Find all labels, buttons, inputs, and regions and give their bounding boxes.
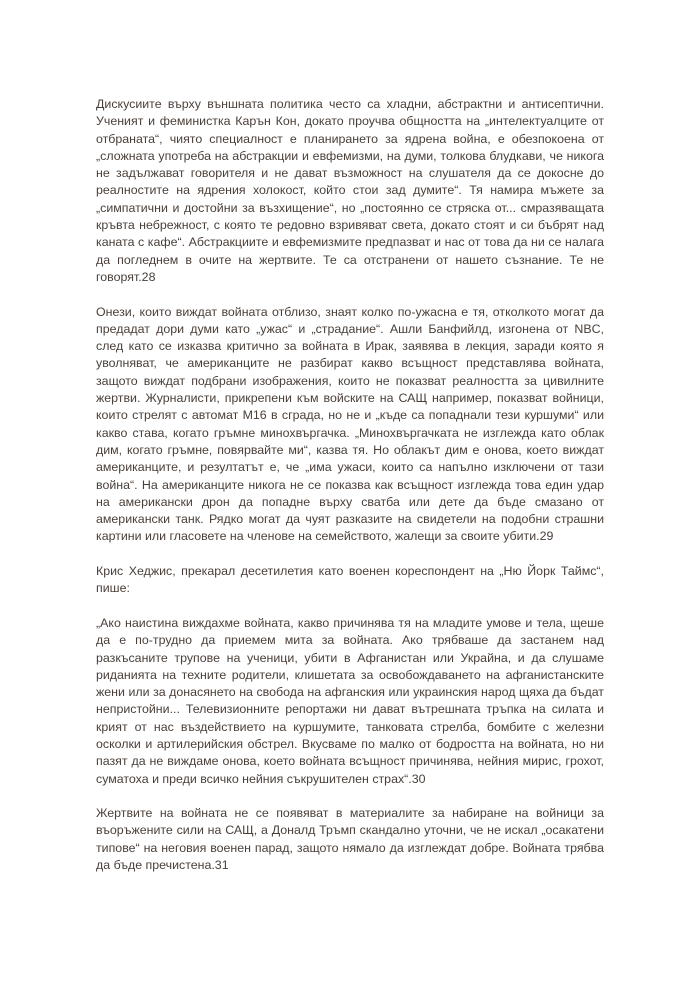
document-page (96, 96, 604, 874)
paragraph-5: Жертвите на войната не се появяват в материалите за набиране на войници за въоръжените сили на САЩ, а Доналд Тръмп скандално уточни, че не искал „осакатени типове“ на неговия военен парад, защото нямало да изглеждат добре. Войната трябва да бъде пречистена.31 (96, 806, 604, 873)
paragraph-1: Дискусиите върху външната политика често са хладни, абстрактни и антисептични. Ученият и феминистка Карън Кон, докато проучва общността на „интелектуалците от отбраната“, чиято специалност е планирането за ядрена война, е обезпокоена от „сложната употреба на абстракции и евфемизми, на думи, толкова блудкави, че никога не задължават говорителя и не дават възможност на слушателя да се докосне до реалностите на ядрения холокост, който стои зад думите“. Тя намира мъжете за „симпатични и достойни за възхищение“, но „постоянно се стряска от... смразяващата кръвта небрежност, с която те редовно взривяват света, докато стоят и си бъбрят над каната с кафе“. Абстракциите и евфемизмите предпазват и нас от това да ни се налага да погледнем в очите на жертвите. Те са отстранени от нашето съзнание. Те не говорят.28 (96, 97, 604, 284)
paragraph-2: Онези, които виждат войната отблизо, знаят колко по-ужасна е тя, отколкото могат да предадат дори думи като „ужас“ и „страдание“. Ашли Банфийлд, изгонена от NBC, след като се изказва критично за войната в Ирак, заявява в лекция, заради която я уволняват, че американците не разбират какво всъщност представлява войната, защото виждат подбрани изображения, които не показват реалността за цивилните жертви. Журналисти, прикрепени към войските на САЩ например, показват войници, които стрелят с автомат M16 в сграда, но не и „къде са попаднали тези куршуми“ или какво става, когато гръмне минохвъргачка. „Минохвъргачката не изглежда като облак дим, когато гръмне, повярвайте ми“, казва тя. Но облакът дим е онова, което виждат американците, и резултатът е, че „има ужаси, които са напълно изключени от тази война“. На американците никога не се показва как всъщност изглежда това един удар на американски дрон да попадне върху сватба или дете да бъде смазано от американски танк. Рядко могат да чуят разказите на свидетели на подобни страшни картини или гласовете на членове на семейството, жалещи за своите убити.29 (96, 304, 604, 544)
quote-paragraph: „Ако наистина виждахме войната, какво причинява тя на младите умове и тела, щеше да е по-трудно да приемем мита за войната. Ако трябваше да застанем над разкъсаните трупове на ученици, убити в Афганистан или Украйна, и да слушаме риданията на техните родители, клишетата за освобождаването на афганистанските жени или за донасянето на свобода на афганския или украинския народ щяха да бъдат непристойни... Телевизионните репортажи ни дават вътрешната тръпка на силата и крият от нас въздействието на куршумите, танковата стрелба, бомбите с железни осколки и артилерийския обстрел. Вкусваме по малко от бодростта на войната, но ни пазят да не виждаме онова, което войната всъщност причинява, нейния мирис, грохот, суматоха и преди всичко нейния съкрушителен страх“.30 (96, 615, 604, 786)
paragraph-3: Крис Хеджис, прекарал десетилетия като военен кореспондент на „Ню Йорк Таймс“, пише: (96, 564, 604, 596)
